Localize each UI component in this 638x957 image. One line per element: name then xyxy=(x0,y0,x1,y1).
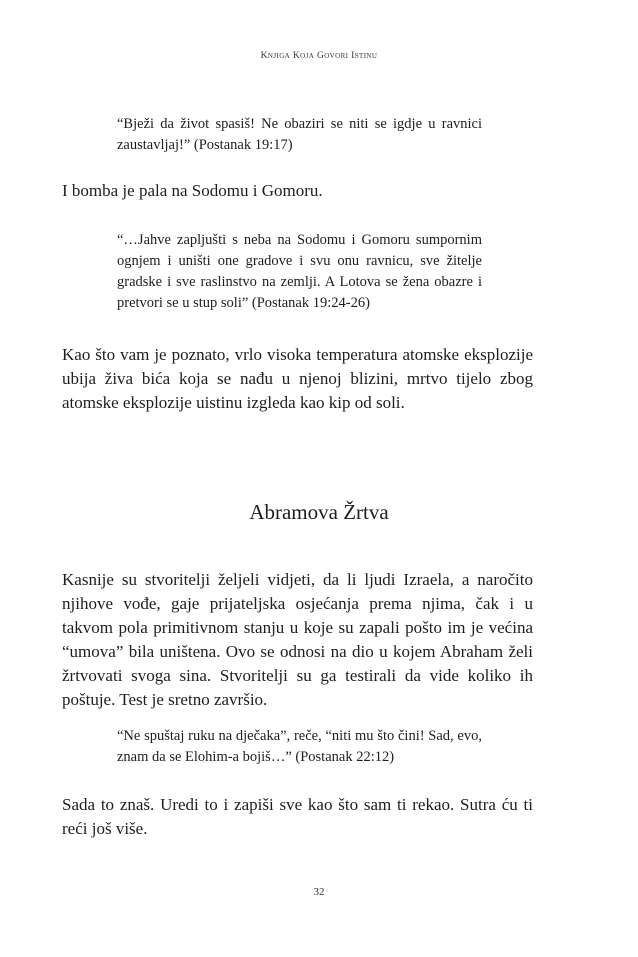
paragraph: Kao što vam je poznato, vrlo visoka temperatura atomske eksplozije ubija živa bića koja se nađu u njenoj blizini, mrtvo tijelo zbog atomske eksplozije uistinu izgleda kao kip od soli. xyxy=(62,345,533,412)
section-title: Abramova Žrtva xyxy=(249,500,389,524)
running-title: Knjiga Koja Govori Istinu xyxy=(260,51,378,61)
paragraph: I bomba je pala na Sodomu i Gomoru. xyxy=(62,181,323,200)
paragraph: Kasnije su stvoritelji željeli vidjeti, da li ljudi Izraela, a naročito njihove vođe, gaje prijateljska osjećanja prema njima, čak i u takvom pola primitivnom stanju u koje su zapali pošto im je većina “umova” bila uništena. Ovo se odnosi na dio u kojem Abraham želi žrtvovati svoga sina. Stvoritelji su ga testirali da vide koliko ih poštuje. Test je sretno završio. xyxy=(62,570,533,709)
paragraph: Sada to znaš. Uredi to i zapiši sve kao što sam ti rekao. Sutra ću ti reći još više. xyxy=(62,795,533,838)
running-header xyxy=(0,51,638,61)
page-number: 32 xyxy=(313,886,325,898)
block-quote: “Ne spuštaj ruku na dječaka”, reče, “niti mu što čini! Sad, evo, znam da se Elohim-a bojiš…” (Postanak 22:12) xyxy=(117,728,482,765)
block-quote: “…Jahve zapljušti s neba na Sodomu i Gomoru sumpornim ognjem i uništi one gradove i svu onu ravnicu, sve žitelje gradske i sve raslinstvo na zemlji. A Lotova se žena obazre i pretvori se u stup soli” (Postanak 19:24-26) xyxy=(117,232,482,311)
block-quote: “Bježi da život spasiš! Ne obaziri se niti se igdje u ravnici zaustavljaj!” (Postanak 19:17) xyxy=(117,116,482,153)
